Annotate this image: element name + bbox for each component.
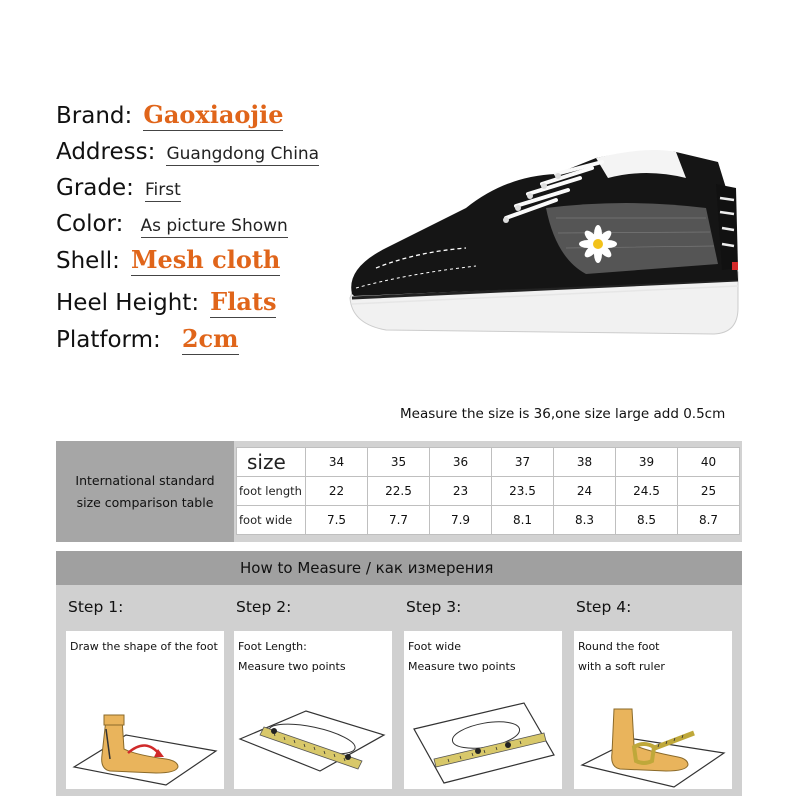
table-cell: 25 — [678, 477, 740, 506]
step-4 — [564, 585, 728, 796]
size-chart-caption — [56, 441, 234, 542]
table-cell: 22.5 — [368, 477, 430, 506]
step-title: Step 1: — [68, 598, 124, 616]
size-table — [236, 447, 740, 535]
step-title: Step 4: — [576, 598, 632, 616]
spec-label: Heel Height: — [56, 290, 200, 316]
table-cell: 24.5 — [616, 477, 678, 506]
size-chart-panel — [56, 441, 742, 542]
step-desc-line: with a soft ruler — [578, 660, 665, 673]
step-desc-line: Measure two points — [408, 660, 516, 673]
step-desc-line: Draw the shape of the foot — [70, 640, 218, 653]
shoe-product-image — [346, 148, 748, 344]
spec-value: 2cm — [181, 324, 239, 353]
spec-label: Address: — [56, 139, 156, 165]
table-cell: 38 — [554, 448, 616, 477]
spec-label: Shell: — [56, 248, 120, 274]
foot-round-ruler-icon — [574, 689, 732, 789]
table-cell: 7.9 — [430, 506, 492, 535]
spec-grade — [56, 175, 181, 201]
table-cell: 37 — [492, 448, 554, 477]
spec-label: Platform: — [56, 327, 161, 353]
how-to-measure-title-text: How to Measure / как измерения — [240, 559, 494, 577]
step-desc-line: Foot wide — [408, 640, 462, 653]
table-cell: 36 — [430, 448, 492, 477]
step-title: Step 3: — [406, 598, 462, 616]
table-cell: 7.5 — [306, 506, 368, 535]
table-cell: 24 — [554, 477, 616, 506]
table-cell: 34 — [306, 448, 368, 477]
spec-value: First — [144, 180, 181, 200]
step-title: Step 2: — [236, 598, 292, 616]
spec-platform — [56, 324, 239, 353]
table-cell: 7.7 — [368, 506, 430, 535]
step-description — [238, 637, 346, 677]
measure-note: Measure the size is 36,one size large add 0.5cm — [400, 406, 726, 422]
step-card — [66, 631, 224, 789]
step-card — [574, 631, 732, 789]
spec-label: Brand: — [56, 103, 133, 129]
foot-width-ruler-icon — [404, 689, 562, 789]
table-cell: 22 — [306, 477, 368, 506]
step-desc-line: Foot Length: — [238, 640, 307, 653]
table-cell: 8.5 — [616, 506, 678, 535]
spec-label: Color: — [56, 211, 124, 237]
table-cell: 23.5 — [492, 477, 554, 506]
spec-label: Grade: — [56, 175, 134, 201]
spec-address — [56, 139, 319, 165]
step-description — [578, 637, 665, 677]
table-row — [237, 477, 740, 506]
caption-line: International standard — [75, 472, 215, 488]
spec-value: Flats — [210, 287, 277, 316]
step-card — [404, 631, 562, 789]
step-1 — [56, 585, 220, 796]
table-cell: 40 — [678, 448, 740, 477]
row-header: foot length — [237, 477, 306, 506]
step-desc-line: Measure two points — [238, 660, 346, 673]
how-to-measure-title — [56, 551, 742, 585]
table-cell: 35 — [368, 448, 430, 477]
spec-color — [56, 211, 288, 237]
row-header: size — [237, 448, 306, 477]
how-to-measure-panel — [56, 551, 742, 796]
spec-value: Gaoxiaojie — [143, 100, 284, 129]
step-description — [408, 637, 516, 677]
table-cell: 8.7 — [678, 506, 740, 535]
caption-line: size comparison table — [76, 494, 214, 510]
step-description — [70, 637, 218, 657]
step-3 — [394, 585, 558, 796]
table-row — [237, 448, 740, 477]
table-cell: 8.1 — [492, 506, 554, 535]
spec-value: As picture Shown — [140, 216, 288, 236]
step-desc-line: Round the foot — [578, 640, 660, 653]
step-2 — [224, 585, 388, 796]
table-cell: 23 — [430, 477, 492, 506]
table-cell: 8.3 — [554, 506, 616, 535]
row-header: foot wide — [237, 506, 306, 535]
spec-shell — [56, 245, 280, 274]
table-row — [237, 506, 740, 535]
foot-length-ruler-icon — [234, 689, 392, 789]
spec-heel-height — [56, 287, 276, 316]
spec-brand — [56, 100, 283, 129]
table-cell: 39 — [616, 448, 678, 477]
foot-outline-icon — [66, 679, 224, 789]
spec-value: Mesh cloth — [130, 245, 281, 274]
spec-value: Guangdong China — [166, 144, 320, 164]
step-card — [234, 631, 392, 789]
